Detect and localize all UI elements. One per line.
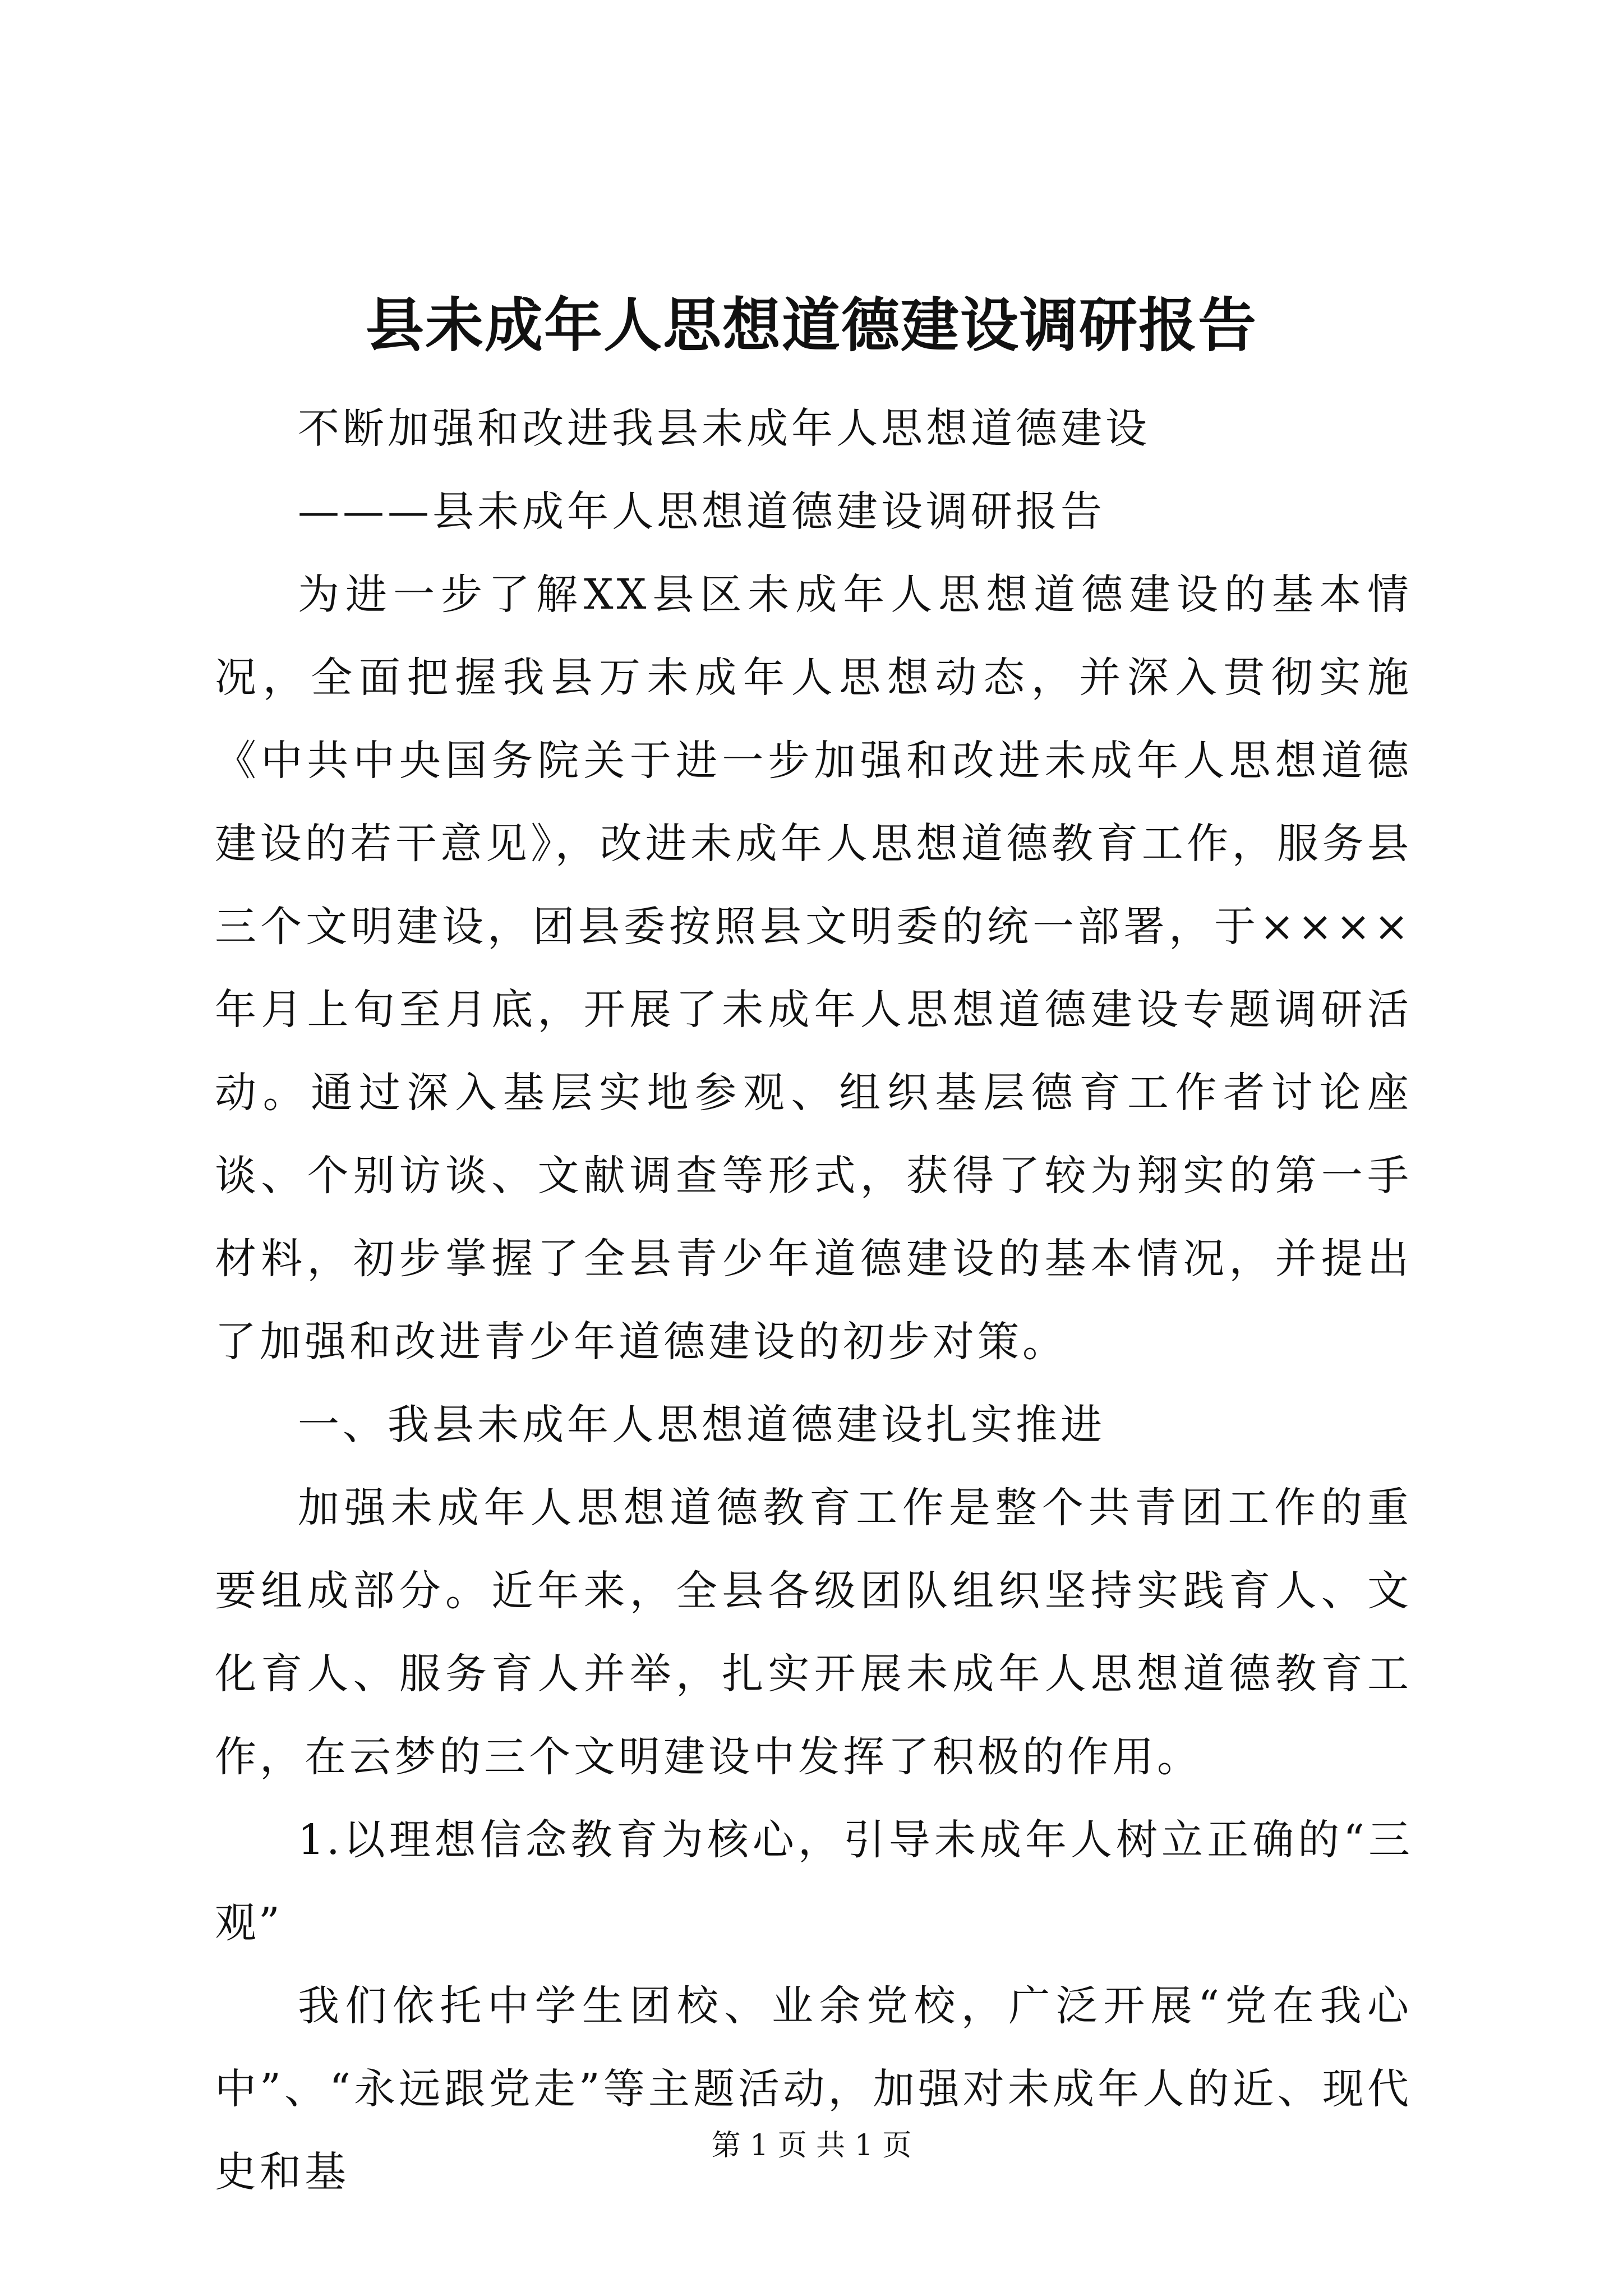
- intro-paragraph: 为进一步了解XX县区未成年人思想道德建设的基本情况，全面把握我县万未成年人思想动态，并深入贯彻实施《中共中央国务院关于进一步加强和改进未成年人思想道德建设的若干意见》，改进未成年人思想道德教育工作，服务县三个文明建设，团县委按照县文明委的统一部署，于××××年月上旬至月底，开展了未成年人思想道德建设专题调研活动。通过深入基层实地参观、组织基层德育工作者讨论座谈、个别访谈、文献调查等形式，获得了较为翔实的第一手材料，初步掌握了全县青少年道德建设的基本情况，并提出了加强和改进青少年道德建设的初步对策。: [215, 570, 1412, 1366]
- subtitle-dash-line: ———县未成年人思想道德建设调研报告: [298, 487, 1105, 536]
- section-paragraph: 加强未成年人思想道德教育工作是整个共青团工作的重要组成部分。近年来，全县各级团队组织坚持实践育人、文化育人、服务育人并举，扎实开展未成年人思想道德教育工作，在云梦的三个文明建设中发挥了积极的作用。: [215, 1484, 1412, 1781]
- section-heading: 一、我县未成年人思想道德建设扎实推进: [298, 1401, 1105, 1449]
- document-title: 县未成年人思想道德建设调研报告: [365, 291, 1257, 360]
- page-footer: 第 1 页 共 1 页: [711, 2129, 912, 2162]
- subtitle-line: 不断加强和改进我县未成年人思想道德建设: [298, 404, 1150, 453]
- document-body: [215, 387, 1412, 2214]
- subsection-heading: 1.以理想信念教育为核心，引导未成年人树立正确的“三观”: [215, 1816, 1412, 1947]
- subsection-paragraph: 我们依托中学生团校、业余党校，广泛开展“党在我心中”、“永远跟党走”等主题活动，加强对未成年人的近、现代史和基: [215, 1982, 1412, 2196]
